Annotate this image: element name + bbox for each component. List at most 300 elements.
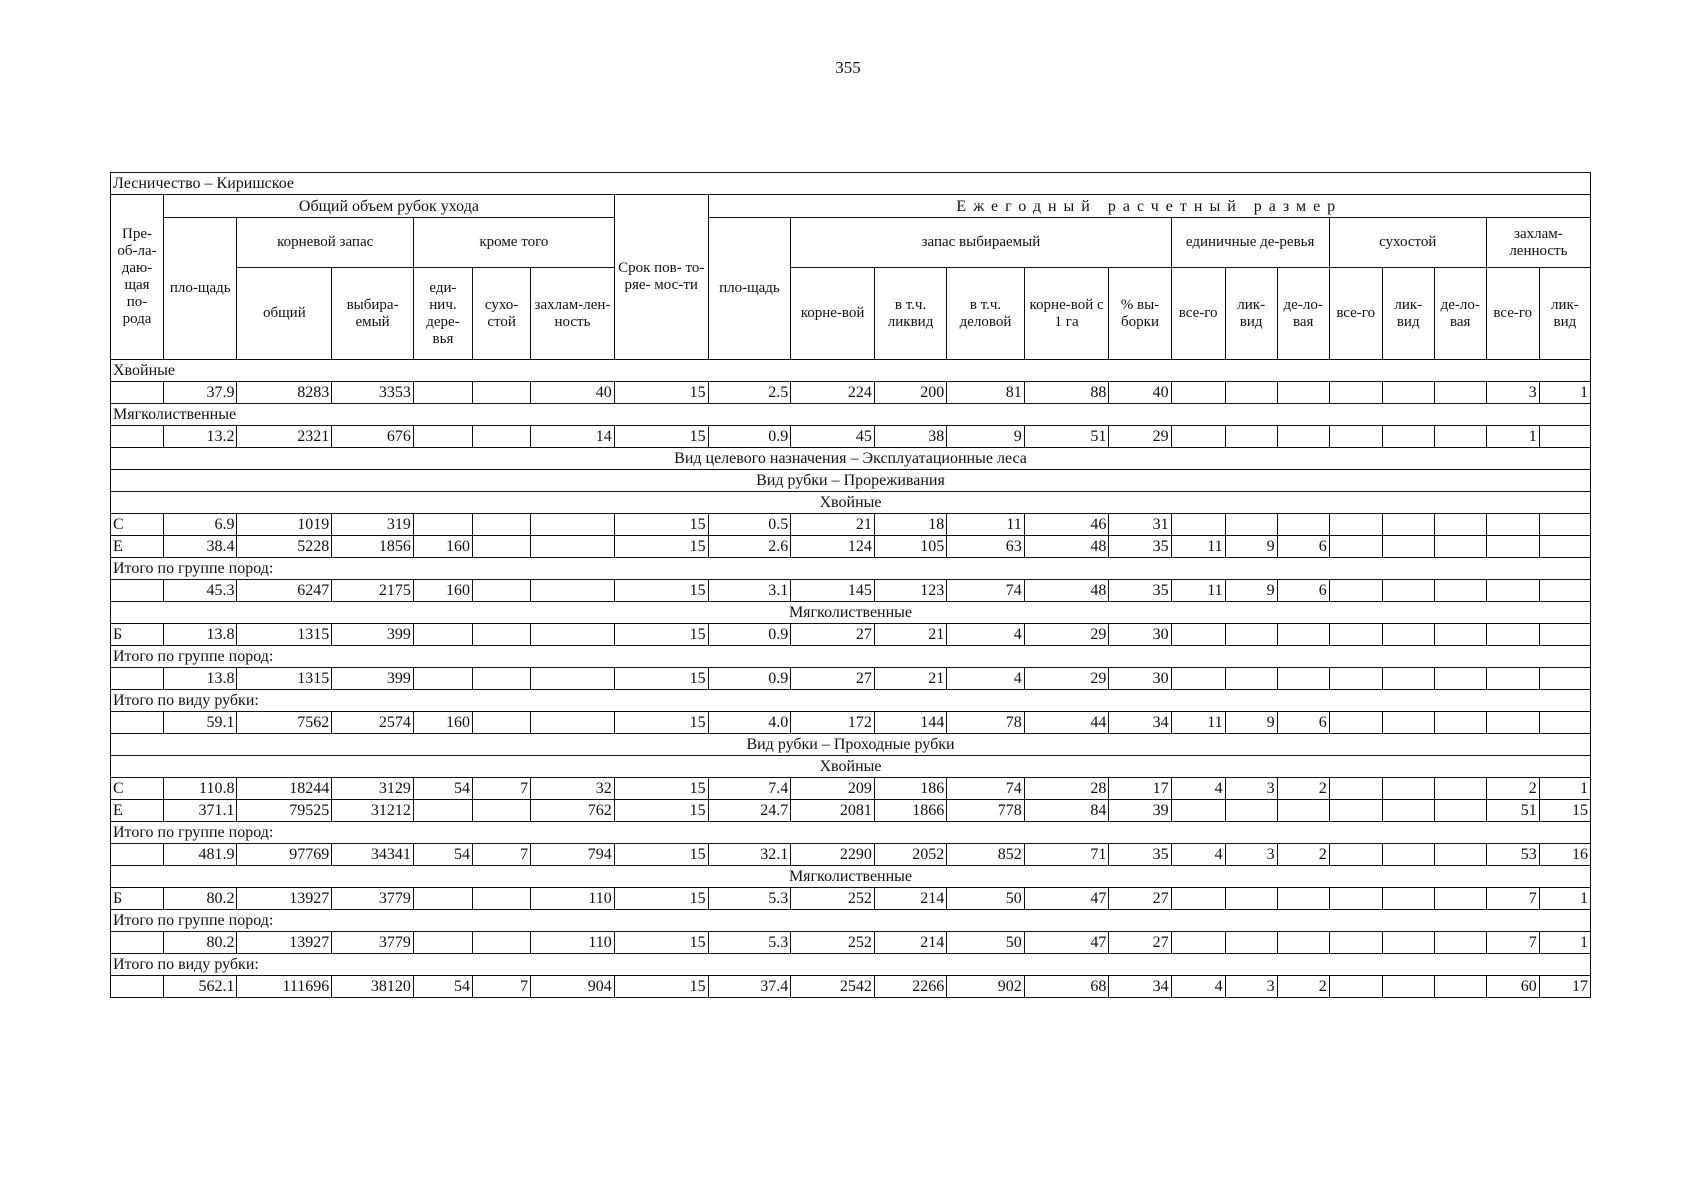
table-cell xyxy=(413,800,472,822)
table-cell xyxy=(1329,712,1382,734)
table-cell: 4 xyxy=(947,668,1025,690)
table-cell: 15 xyxy=(614,888,708,910)
header-litter-liquid: лик-вид xyxy=(1539,268,1590,360)
table-cell xyxy=(111,976,164,998)
table-cell xyxy=(1225,800,1277,822)
table-cell: 15 xyxy=(614,514,708,536)
table-cell: 18244 xyxy=(237,778,332,800)
table-cell: 13.2 xyxy=(164,426,237,448)
header-root: корне-вой xyxy=(791,268,875,360)
table-cell: 50 xyxy=(947,932,1025,954)
table-cell xyxy=(1277,800,1329,822)
section-row xyxy=(111,404,1591,426)
table-cell: 11 xyxy=(1171,712,1225,734)
table-cell: 44 xyxy=(1024,712,1109,734)
table-cell xyxy=(1434,844,1486,866)
table-cell: 16 xyxy=(1539,844,1590,866)
group-label: Мягколиственные xyxy=(111,404,1591,426)
table-cell: 38.4 xyxy=(164,536,237,558)
table-cell: 46 xyxy=(1024,514,1109,536)
table-cell xyxy=(1382,580,1434,602)
table-cell: С xyxy=(111,514,164,536)
table-cell: 200 xyxy=(874,382,946,404)
table-cell: 13927 xyxy=(237,932,332,954)
table-cell xyxy=(111,932,164,954)
table-cell: 399 xyxy=(332,624,414,646)
header-single: еди-нич. дере-вья xyxy=(413,268,472,360)
table-cell: 2081 xyxy=(791,800,875,822)
table-cell xyxy=(531,580,615,602)
table-cell xyxy=(413,888,472,910)
table-cell xyxy=(1329,800,1382,822)
group-label: Итого по группе пород: xyxy=(111,822,1591,844)
table-cell: 0.9 xyxy=(708,668,791,690)
table-cell: С xyxy=(111,778,164,800)
header-deadwood: сухостой xyxy=(1329,218,1486,268)
table-cell xyxy=(473,624,531,646)
table-cell: 110.8 xyxy=(164,778,237,800)
table-row xyxy=(111,536,1591,558)
group-label: Итого по группе пород: xyxy=(111,910,1591,932)
table-cell: 24.7 xyxy=(708,800,791,822)
section-row xyxy=(111,470,1591,492)
table-cell: Е xyxy=(111,536,164,558)
group-label: Хвойные xyxy=(111,360,1591,382)
section-row xyxy=(111,734,1591,756)
table-cell xyxy=(1486,580,1539,602)
table-cell: Б xyxy=(111,888,164,910)
table-cell: 11 xyxy=(1171,536,1225,558)
table-cell: 4.0 xyxy=(708,712,791,734)
table-cell: 9 xyxy=(947,426,1025,448)
table-cell: 15 xyxy=(614,382,708,404)
table-row xyxy=(111,800,1591,822)
table-cell: 145 xyxy=(791,580,875,602)
header-incl-business: в т.ч. деловой xyxy=(947,268,1025,360)
group-label: Итого по группе пород: xyxy=(111,558,1591,580)
table-cell: 32.1 xyxy=(708,844,791,866)
table-cell: 1315 xyxy=(237,668,332,690)
header-annual-area: пло-щадь xyxy=(708,218,791,360)
table-cell: 8283 xyxy=(237,382,332,404)
table-cell: 0.5 xyxy=(708,514,791,536)
header-litter: захлам-ленность xyxy=(1486,218,1590,268)
table-cell xyxy=(1382,888,1434,910)
table-cell: 7 xyxy=(473,844,531,866)
header-root-stock: корневой запас xyxy=(237,218,413,268)
table-cell xyxy=(473,888,531,910)
table-row xyxy=(111,844,1591,866)
felling-table xyxy=(110,172,1591,998)
table-cell xyxy=(1382,514,1434,536)
table-cell: 17 xyxy=(1539,976,1590,998)
table-row xyxy=(111,778,1591,800)
table-cell: 7 xyxy=(473,976,531,998)
header-predominant-species: Пре-об-ла-даю-щая по-рода xyxy=(111,195,164,360)
table-cell xyxy=(1329,778,1382,800)
table-cell: 186 xyxy=(874,778,946,800)
section-row xyxy=(111,360,1591,382)
table-cell: 30 xyxy=(1109,624,1171,646)
table-cell: 1315 xyxy=(237,624,332,646)
table-cell: 32 xyxy=(531,778,615,800)
table-cell xyxy=(1434,382,1486,404)
table-cell xyxy=(1382,932,1434,954)
table-cell xyxy=(1329,514,1382,536)
table-row xyxy=(111,426,1591,448)
table-cell: 21 xyxy=(874,624,946,646)
table-cell: 21 xyxy=(791,514,875,536)
header-incl-liquid: в т.ч. ликвид xyxy=(874,268,946,360)
table-cell: 13.8 xyxy=(164,668,237,690)
table-cell: 15 xyxy=(614,976,708,998)
table-row xyxy=(111,976,1591,998)
table-cell: 27 xyxy=(791,624,875,646)
table-cell xyxy=(1171,514,1225,536)
table-cell: 51 xyxy=(1024,426,1109,448)
table-cell xyxy=(1434,668,1486,690)
table-cell: 6247 xyxy=(237,580,332,602)
table-cell: 1 xyxy=(1539,382,1590,404)
table-cell xyxy=(531,668,615,690)
table-cell: 15 xyxy=(614,844,708,866)
table-cell: 4 xyxy=(1171,844,1225,866)
table-cell xyxy=(1329,888,1382,910)
table-cell xyxy=(1434,800,1486,822)
table-cell: 110 xyxy=(531,888,615,910)
section-heading: Хвойные xyxy=(111,492,1591,514)
section-heading: Мягколиственные xyxy=(111,602,1591,624)
table-cell xyxy=(1382,624,1434,646)
table-cell: 11 xyxy=(947,514,1025,536)
table-cell: 3779 xyxy=(332,932,414,954)
section-heading: Вид целевого назначения – Эксплуатационные леса xyxy=(111,448,1591,470)
table-cell: Е xyxy=(111,800,164,822)
table-cell xyxy=(111,382,164,404)
table-cell xyxy=(1329,668,1382,690)
table-cell: 48 xyxy=(1024,580,1109,602)
table-cell xyxy=(1539,668,1590,690)
section-row xyxy=(111,690,1591,712)
table-cell xyxy=(111,580,164,602)
table-cell: 3 xyxy=(1225,778,1277,800)
table-cell: 224 xyxy=(791,382,875,404)
table-cell xyxy=(1382,778,1434,800)
header-besides: кроме того xyxy=(413,218,614,268)
table-cell xyxy=(531,514,615,536)
table-cell: 27 xyxy=(1109,932,1171,954)
table-cell: 29 xyxy=(1024,624,1109,646)
table-cell xyxy=(1539,580,1590,602)
table-cell xyxy=(1382,800,1434,822)
table-cell: 9 xyxy=(1225,712,1277,734)
table-cell: 54 xyxy=(413,976,472,998)
table-cell: 45 xyxy=(791,426,875,448)
table-cell xyxy=(1277,382,1329,404)
table-cell: 31212 xyxy=(332,800,414,822)
table-cell xyxy=(1171,888,1225,910)
table-cell: 27 xyxy=(791,668,875,690)
header-root-selected: выбира-емый xyxy=(332,268,414,360)
table-cell: 1 xyxy=(1539,888,1590,910)
table-cell xyxy=(1486,668,1539,690)
table-cell: 13.8 xyxy=(164,624,237,646)
table-cell xyxy=(1277,624,1329,646)
table-cell: 105 xyxy=(874,536,946,558)
table-cell: 71 xyxy=(1024,844,1109,866)
table-cell xyxy=(1329,976,1382,998)
table-cell: 35 xyxy=(1109,580,1171,602)
table-cell: 1019 xyxy=(237,514,332,536)
table-cell xyxy=(1171,382,1225,404)
table-cell: 4 xyxy=(947,624,1025,646)
table-cell: 3.1 xyxy=(708,580,791,602)
table-cell xyxy=(1171,426,1225,448)
group-label: Итого по виду рубки: xyxy=(111,954,1591,976)
table-row xyxy=(111,712,1591,734)
table-cell: 7 xyxy=(1486,932,1539,954)
table-cell xyxy=(413,668,472,690)
section-row xyxy=(111,448,1591,470)
table-cell: 84 xyxy=(1024,800,1109,822)
header-repeat-term: Срок пов- то-ряе- мос-ти xyxy=(614,195,708,360)
table-cell: 60 xyxy=(1486,976,1539,998)
section-row xyxy=(111,756,1591,778)
table-cell xyxy=(1171,800,1225,822)
section-row xyxy=(111,646,1591,668)
table-cell xyxy=(1329,844,1382,866)
table-cell xyxy=(1329,426,1382,448)
table-cell: 2.6 xyxy=(708,536,791,558)
section-row xyxy=(111,910,1591,932)
table-cell xyxy=(1277,668,1329,690)
table-cell xyxy=(473,668,531,690)
table-cell: 15 xyxy=(614,426,708,448)
table-cell: 562.1 xyxy=(164,976,237,998)
table-cell xyxy=(1171,668,1225,690)
table-cell xyxy=(1539,536,1590,558)
header-area: пло-щадь xyxy=(164,218,237,360)
table-cell: 371.1 xyxy=(164,800,237,822)
table-cell: 902 xyxy=(947,976,1025,998)
table-cell: 110 xyxy=(531,932,615,954)
table-cell: 74 xyxy=(947,580,1025,602)
table-cell: 2574 xyxy=(332,712,414,734)
table-cell xyxy=(1277,932,1329,954)
table-cell xyxy=(1434,932,1486,954)
header-dead-liquid: лик-вид xyxy=(1382,268,1434,360)
table-cell: 34 xyxy=(1109,976,1171,998)
table-cell xyxy=(1329,580,1382,602)
table-cell: 74 xyxy=(947,778,1025,800)
header-annual-size: Ежегодный расчетный размер xyxy=(708,195,1590,218)
table-cell xyxy=(473,932,531,954)
table-cell: 15 xyxy=(614,580,708,602)
section-heading: Вид рубки – Проходные рубки xyxy=(111,734,1591,756)
table-cell xyxy=(1434,712,1486,734)
table-cell: 27 xyxy=(1109,888,1171,910)
table-cell xyxy=(1486,514,1539,536)
table-cell: 0.9 xyxy=(708,426,791,448)
table-cell: 15 xyxy=(614,932,708,954)
table-cell: 160 xyxy=(413,536,472,558)
table-cell: 5228 xyxy=(237,536,332,558)
table-cell: 40 xyxy=(531,382,615,404)
table-cell: 39 xyxy=(1109,800,1171,822)
group-label: Итого по группе пород: xyxy=(111,646,1591,668)
table-cell xyxy=(1225,668,1277,690)
table-cell: 252 xyxy=(791,888,875,910)
header-litter-total: все-го xyxy=(1486,268,1539,360)
table-cell xyxy=(1486,536,1539,558)
table-cell: 38120 xyxy=(332,976,414,998)
table-cell: 2 xyxy=(1277,976,1329,998)
table-cell: 37.4 xyxy=(708,976,791,998)
table-row xyxy=(111,932,1591,954)
table-cell: 63 xyxy=(947,536,1025,558)
header-root-total: общий xyxy=(237,268,332,360)
table-cell: 7562 xyxy=(237,712,332,734)
table-cell: 9 xyxy=(1225,536,1277,558)
table-cell xyxy=(1434,580,1486,602)
section-row xyxy=(111,822,1591,844)
table-cell: 160 xyxy=(413,712,472,734)
table-cell: 13927 xyxy=(237,888,332,910)
table-cell: 7.4 xyxy=(708,778,791,800)
table-cell xyxy=(1434,536,1486,558)
table-cell xyxy=(473,514,531,536)
table-cell: 2 xyxy=(1486,778,1539,800)
table-cell: 2052 xyxy=(874,844,946,866)
table-cell: 3779 xyxy=(332,888,414,910)
table-cell: 34341 xyxy=(332,844,414,866)
table-cell xyxy=(473,536,531,558)
table-cell xyxy=(1486,624,1539,646)
table-cell xyxy=(1329,624,1382,646)
table-cell xyxy=(413,624,472,646)
table-cell: 78 xyxy=(947,712,1025,734)
table-cell xyxy=(473,426,531,448)
table-cell: 53 xyxy=(1486,844,1539,866)
table-cell: 3129 xyxy=(332,778,414,800)
header-dead: сухо-стой xyxy=(473,268,531,360)
table-row xyxy=(111,580,1591,602)
table-cell: 28 xyxy=(1024,778,1109,800)
table-cell: 794 xyxy=(531,844,615,866)
table-cell: 29 xyxy=(1024,668,1109,690)
table-cell: 11 xyxy=(1171,580,1225,602)
table-cell xyxy=(473,382,531,404)
table-cell: 1866 xyxy=(874,800,946,822)
table-cell: 6 xyxy=(1277,712,1329,734)
table-cell: 9 xyxy=(1225,580,1277,602)
table-cell xyxy=(1382,844,1434,866)
table-cell: 144 xyxy=(874,712,946,734)
table-cell xyxy=(413,426,472,448)
header-single-business: де-ло-вая xyxy=(1277,268,1329,360)
table-cell: 2.5 xyxy=(708,382,791,404)
table-cell: 47 xyxy=(1024,932,1109,954)
table-cell: 676 xyxy=(332,426,414,448)
table-cell: 762 xyxy=(531,800,615,822)
table-cell: 399 xyxy=(332,668,414,690)
table-cell: 29 xyxy=(1109,426,1171,448)
table-cell: 1 xyxy=(1486,426,1539,448)
table-cell: 1 xyxy=(1539,932,1590,954)
table-row xyxy=(111,668,1591,690)
table-cell: 2266 xyxy=(874,976,946,998)
header-dead-total: все-го xyxy=(1329,268,1382,360)
table-cell: 778 xyxy=(947,800,1025,822)
section-row xyxy=(111,954,1591,976)
table-cell: 80.2 xyxy=(164,888,237,910)
table-cell: 3 xyxy=(1486,382,1539,404)
table-cell: 50 xyxy=(947,888,1025,910)
table-cell xyxy=(1171,624,1225,646)
table-cell xyxy=(1434,514,1486,536)
table-cell xyxy=(111,426,164,448)
table-cell: 7 xyxy=(1486,888,1539,910)
table-cell: 15 xyxy=(614,536,708,558)
section-heading: Вид рубки – Прореживания xyxy=(111,470,1591,492)
table-cell: 47 xyxy=(1024,888,1109,910)
table-cell xyxy=(1277,514,1329,536)
table-cell: 2 xyxy=(1277,844,1329,866)
table-cell xyxy=(531,624,615,646)
table-cell: 38 xyxy=(874,426,946,448)
table-row xyxy=(111,514,1591,536)
table-cell: 4 xyxy=(1171,976,1225,998)
table-cell xyxy=(531,712,615,734)
table-cell: 852 xyxy=(947,844,1025,866)
forestry-title: Лесничество – Киришское xyxy=(111,173,1591,195)
table-cell xyxy=(473,712,531,734)
table-row xyxy=(111,888,1591,910)
section-row xyxy=(111,866,1591,888)
table-cell: 124 xyxy=(791,536,875,558)
table-cell: 2175 xyxy=(332,580,414,602)
table-row xyxy=(111,624,1591,646)
table-cell: 2321 xyxy=(237,426,332,448)
table-cell: Б xyxy=(111,624,164,646)
header-stock-selected: запас выбираемый xyxy=(791,218,1171,268)
table-cell xyxy=(1434,778,1486,800)
table-cell: 5.3 xyxy=(708,888,791,910)
table-cell: 15 xyxy=(614,624,708,646)
section-heading: Мягколиственные xyxy=(111,866,1591,888)
table-cell xyxy=(1539,514,1590,536)
section-row xyxy=(111,492,1591,514)
table-cell xyxy=(1329,932,1382,954)
table-cell: 51 xyxy=(1486,800,1539,822)
table-cell xyxy=(1486,712,1539,734)
table-cell: 30 xyxy=(1109,668,1171,690)
table-cell xyxy=(1225,624,1277,646)
table-cell: 37.9 xyxy=(164,382,237,404)
table-cell xyxy=(1382,668,1434,690)
table-cell xyxy=(413,514,472,536)
header-root-per-ha: корне-вой с 1 га xyxy=(1024,268,1109,360)
header-clutter: захлам-лен-ность xyxy=(531,268,615,360)
table-cell: 79525 xyxy=(237,800,332,822)
table-cell: 14 xyxy=(531,426,615,448)
table-cell: 6 xyxy=(1277,580,1329,602)
table-cell: 80.2 xyxy=(164,932,237,954)
table-cell xyxy=(1539,426,1590,448)
table-cell xyxy=(1434,426,1486,448)
table-cell xyxy=(1382,426,1434,448)
table-cell xyxy=(1329,536,1382,558)
